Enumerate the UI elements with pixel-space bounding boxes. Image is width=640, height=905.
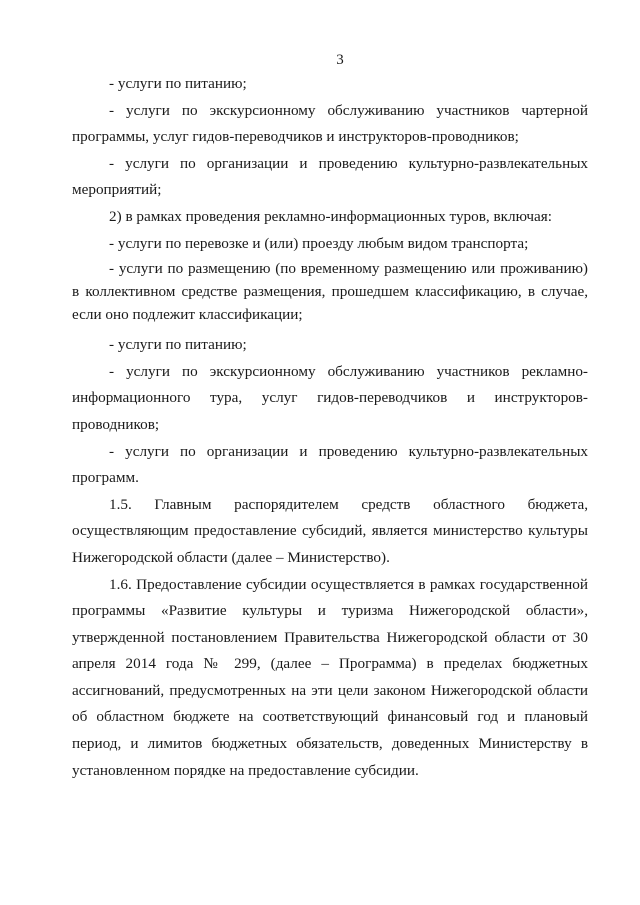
paragraph-transport-services: - услуги по перевозке и (или) проезду любым видом транспорта; <box>109 234 529 252</box>
paragraph-excursion-services-charter: - услуги по экскурсионному обслуживанию участников чартерной программы, услуг гидов-переводчиков и инструкторов-проводников; <box>72 101 588 146</box>
document-body <box>72 71 588 784</box>
paragraph-catering-services-charter: - услуги по питанию; <box>109 75 247 92</box>
paragraph-info-tours-heading: 2) в рамках проведения рекламно-информационных туров, включая: <box>109 207 552 225</box>
paragraph-cultural-events: - услуги по организации и проведению культурно-развлекательных мероприятий; <box>72 154 588 199</box>
paragraph-catering-services-tour: - услуги по питанию; <box>109 336 247 354</box>
paragraph-accommodation-services: - услуги по размещению (по временному размещению или проживанию) в коллективном средстве размещения, прошедшем классификацию, в случае, если оно подлежит классификации; <box>72 260 588 324</box>
paragraph-excursion-services-tour: - услуги по экскурсионному обслуживанию участников рекламно-информационного тура, услуг гидов-переводчиков и инструкторов-проводников; <box>72 362 588 433</box>
paragraph-cultural-programs: - услуги по организации и проведению культурно-развлекательных программ. <box>72 442 588 487</box>
paragraph-section-1-6: 1.6. Предоставление субсидии осуществляется в рамках государственной программы «Развитие культуры и туризма Нижегородской области», утвержденной постановлением Правительства Нижегородской области от 30 апреля 2014 года № 299, (далее – Программа) в пределах бюджетных ассигнований, предусмотренных на эти цели законом Нижегородской области об областном бюджете на соответствующий финансовый год и плановый период, и лимитов бюджетных обязательств, доведенных Министерству в установленном порядке на предоставление субсидии. <box>72 575 588 779</box>
paragraph-section-1-5: 1.5. Главным распорядителем средств областного бюджета, осуществляющим предоставление субсидий, является министерство культуры Нижегородской области (далее – Министерство). <box>72 495 588 566</box>
page-number: 3 <box>336 52 344 68</box>
